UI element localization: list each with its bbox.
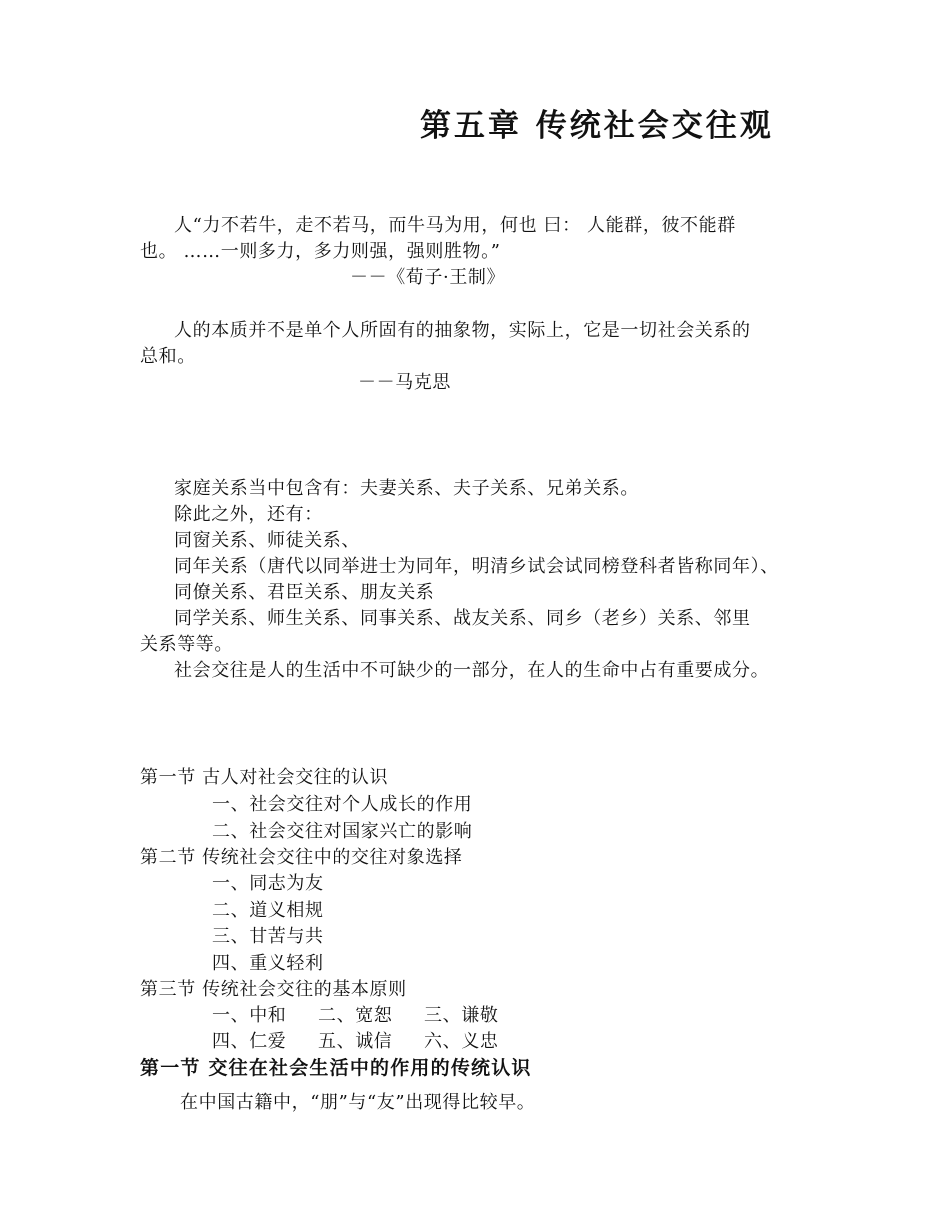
- epigraph-2-line-2: 总和。: [140, 346, 196, 367]
- outline-section-2-item-1: 一、同志为友: [212, 873, 324, 894]
- section-heading: 第一节 交往在社会生活中的作用的传统认识: [140, 1057, 532, 1079]
- outline-section-2-item-4: 四、重义轻利: [212, 953, 324, 974]
- epigraph-1-line-1: 人“力不若牛，走不若马，而牛马为用，何也 曰： 人能群，彼不能群: [174, 215, 736, 236]
- outline-section-1-item-2: 二、社会交往对国家兴亡的影响: [212, 821, 473, 842]
- relations-line-1: 家庭关系当中包含有：夫妻关系、夫子关系、兄弟关系。: [174, 478, 639, 499]
- outline-section-2-heading: 第二节 传统社会交往中的交往对象选择: [140, 847, 463, 868]
- outline-section-3-heading: 第三节 传统社会交往的基本原则: [140, 979, 407, 1000]
- epigraph-1-line-2: 也。 ……一则多力，多力则强，强则胜物。”: [140, 241, 501, 262]
- epigraph-2-source: －－马克思: [358, 372, 451, 393]
- section-body-text: 在中国古籍中，“朋”与“友”出现得比较早。: [180, 1092, 536, 1113]
- epigraph-1-source: －－《荀子·王制》: [350, 267, 506, 288]
- outline-section-2-item-3: 三、甘苦与共: [212, 926, 324, 947]
- outline-section-3-item-1: 一、中和 二、宽恕 三、谦敬: [212, 1005, 499, 1026]
- outline-section-1-item-1: 一、社会交往对个人成长的作用: [212, 794, 473, 815]
- relations-line-6: 同学关系、师生关系、同事关系、战友关系、同乡（老乡）关系、邻里: [174, 608, 751, 629]
- relations-line-8: 社会交往是人的生活中不可缺少的一部分，在人的生命中占有重要成分。: [174, 660, 770, 681]
- relations-line-4: 同年关系（唐代以同举进士为同年，明清乡试会试同榜登科者皆称同年）、: [174, 556, 779, 577]
- outline-section-1-heading: 第一节 古人对社会交往的认识: [140, 767, 389, 788]
- epigraph-2-line-1: 人的本质并不是单个人所固有的抽象物，实际上，它是一切社会关系的: [174, 320, 751, 341]
- relations-line-5: 同僚关系、君臣关系、朋友关系: [174, 582, 435, 603]
- relations-line-3: 同窗关系、师徒关系、: [174, 530, 360, 551]
- outline-section-2-item-2: 二、道义相规: [212, 900, 324, 921]
- chapter-title: 第五章 传统社会交往观: [420, 108, 774, 144]
- relations-line-2: 除此之外，还有：: [174, 504, 323, 525]
- relations-line-7: 关系等等。: [140, 634, 233, 655]
- outline-section-3-item-2: 四、仁爱 五、诚信 六、义忠: [212, 1031, 499, 1052]
